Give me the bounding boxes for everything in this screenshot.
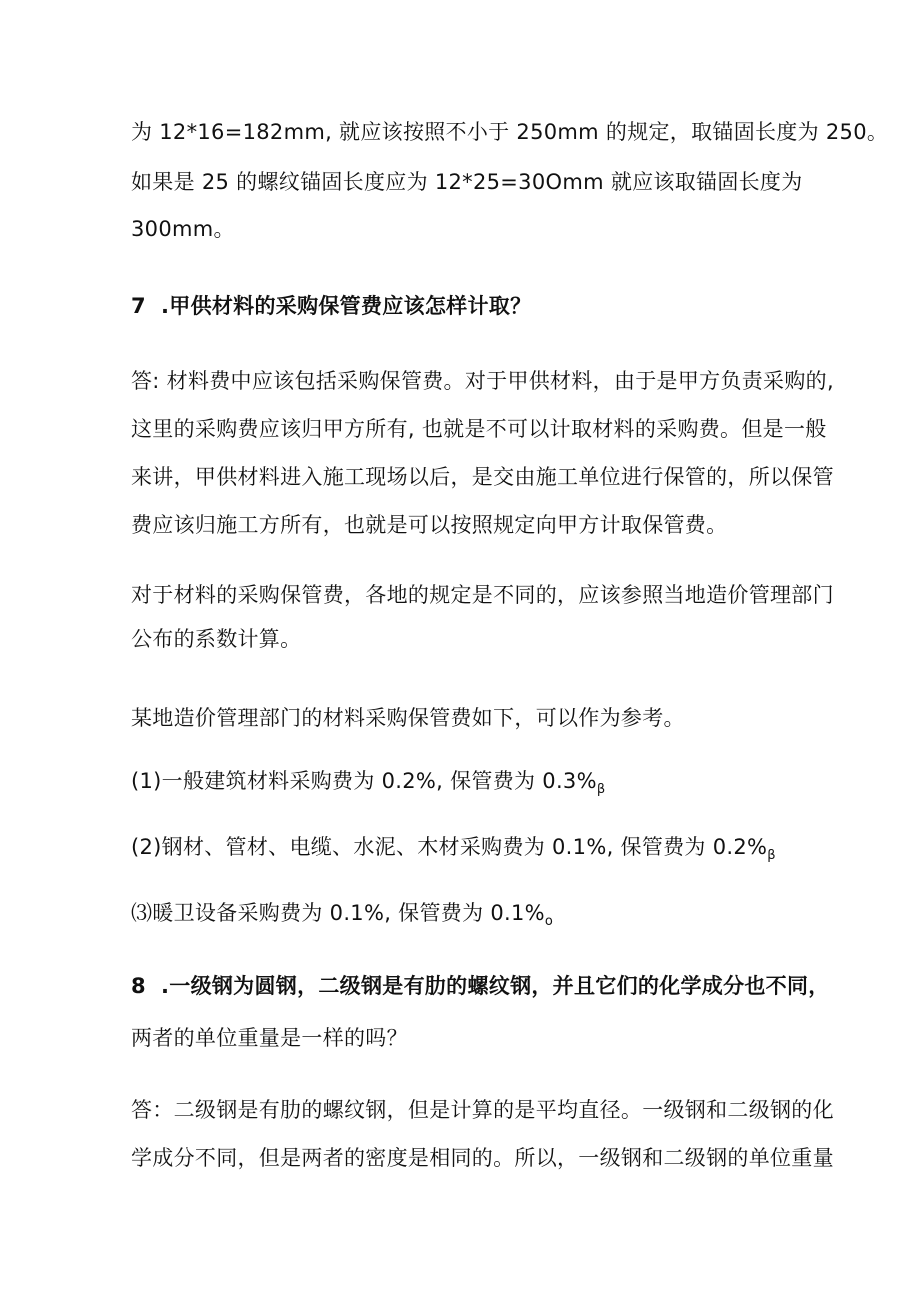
list-item: [131, 832, 776, 871]
answer-line: 答：二级钢是有肋的螺纹钢，但是计算的是平均直径。一级钢和二级钢的化: [131, 1098, 834, 1122]
paragraph-line: 对于材料的采购保管费，各地的规定是不同的，应该参照当地造价管理部门: [131, 583, 834, 607]
paragraph-line: 公布的系数计算。: [131, 627, 302, 651]
paragraph-line: 如果是 25 的螺纹锚固长度应为 12*25=30Omm 就应该取锚固长度为: [131, 170, 803, 194]
answer-line: 答: 材料费中应该包括采购保管费。对于甲供材料，由于是甲方负责采购的,: [131, 369, 834, 393]
answer-line: 费应该归施工方所有，也就是可以按照规定向甲方计取保管费。: [131, 513, 728, 537]
list-item-mark: o: [544, 914, 554, 929]
answer-line: 学成分不同，但是两者的密度是相同的。所以，一级钢和二级钢的单位重量: [131, 1146, 834, 1170]
list-item-text: ⑶暖卫设备采购费为 0.1%, 保管费为 0.1%: [131, 901, 545, 925]
question-number: 7: [131, 294, 146, 318]
list-item: [131, 766, 605, 805]
list-item-text: (1)一般建筑材料采购费为 0.2%, 保管费为 0.3%: [131, 769, 597, 793]
paragraph-line: 为 12*16=182mm, 就应该按照不小于 250mm 的规定，取锚固长度为 250。: [131, 120, 889, 144]
question-7-heading: [131, 291, 531, 321]
question-text: .一级钢为圆钢，二级钢是有肋的螺纹钢，并且它们的化学成分也不同，: [161, 974, 830, 998]
question-text: .甲供材料的采购保管费应该怎样计取？: [161, 294, 532, 318]
question-number: 8: [131, 974, 146, 998]
question-text-continued: 两者的单位重量是一样的吗？: [131, 1026, 408, 1050]
answer-line: 来讲，甲供材料进入施工现场以后，是交由施工单位进行保管的，所以保管: [131, 465, 834, 489]
question-8-heading: [131, 971, 830, 1001]
answer-line: 这里的采购费应该归甲方所有, 也就是不可以计取材料的采购费。但是一般: [131, 417, 827, 441]
list-item-mark: β: [596, 782, 606, 797]
list-item-mark: β: [767, 848, 776, 863]
list-item-text: (2)钢材、管材、电缆、水泥、木材采购费为 0.1%, 保管费为 0.2%: [131, 835, 768, 859]
list-item: [131, 898, 553, 937]
paragraph-line: 某地造价管理部门的材料采购保管费如下，可以作为参考。: [131, 706, 685, 730]
paragraph-line: 300mm。: [131, 217, 235, 241]
